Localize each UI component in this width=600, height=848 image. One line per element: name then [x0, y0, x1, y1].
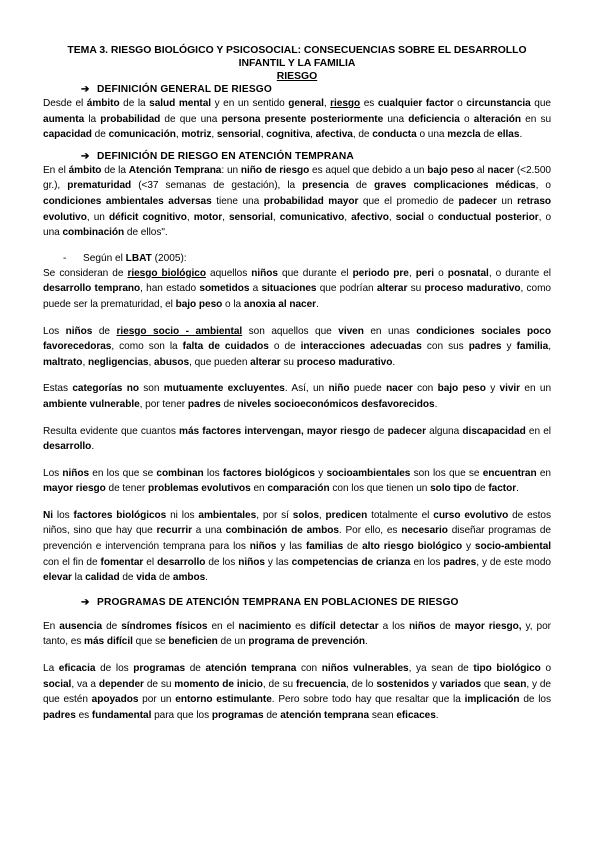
section-heading-definicion-at	[43, 150, 551, 163]
heading-text: DEFINICIÓN DE RIESGO EN ATENCIÓN TEMPRANA	[97, 150, 354, 162]
title-line-1: TEMA 3. RIESGO BIOLÓGICO Y PSICOSOCIAL: CONSECUENCIAS SOBRE EL DESARROLLO	[67, 45, 527, 56]
paragraph-definicion-general: Desde el ámbito de la salud mental y en un sentido general, riesgo es cualquier factor o circunstancia que aumenta la probabilidad de que una persona presente posteriormente una deficiencia o alteración en su capacidad de comunicación, motriz, sensorial, cognitiva, afectiva, de conducta o una mezcla de ellas.	[43, 98, 552, 141]
paragraph-eficacia: La eficacia de los programas de atención temprana con niños vulnerables, ya sean de tipo biológico o social, va a depender de su momento de inicio, de su frecuencia, de lo sostenidos y variados que sean, y de que estén apoyados por un entorno estimulante. Pero sobre todo hay que resaltar que la implicación de los padres es fundamental para que los programas de atención temprana sean eficaces.	[43, 663, 552, 721]
heading-text: PROGRAMAS DE ATENCIÓN TEMPRANA EN POBLACIONES DE RIESGO	[97, 596, 459, 608]
paragraph-ausencia: En ausencia de síndromes físicos en el nacimiento es difícil detectar a los niños de mayor riesgo, y, por tanto, es más difícil que se beneficien de un programa de prevención.	[43, 620, 551, 648]
paragraph-categorias: Estas categorías no son mutuamente excluyentes. Así, un niño puede nacer con bajo peso y vivir en un ambiente vulnerable, por tener padres de niveles socioeconómicos desfavorecidos.	[43, 383, 552, 410]
arrow-right-icon: ➔	[81, 150, 90, 162]
paragraph-definicion-at: En el ámbito de la Atención Temprana: un niño de riesgo es aquel que debido a un bajo peso al nacer (<2.500 gr.), prematuridad (<37 semanas de gestación), la presencia de graves complicaciones médicas, o condiciones ambientales adversas tiene una probabilidad mayor que el promedio de padecer un retraso evolutivo, un déficit cognitivo, motor, sensorial, comunicativo, afectivo, social o conductual posterior, o una combinación de ellos".	[43, 164, 552, 239]
title-line-3: RIESGO	[276, 71, 318, 82]
arrow-right-icon: ➔	[81, 596, 90, 608]
arrow-right-icon: ➔	[81, 84, 90, 95]
paragraph-combinacion: Los niños en los que se combinan los factores biológicos y socioambientales son los que se encuentran en mayor riesgo de tener problemas evolutivos en comparación con los que tienen un solo tipo de factor.	[43, 467, 551, 495]
paragraph-riesgo-socioambiental: Los niños de riesgo socio - ambiental son aquellos que viven en unas condiciones sociales poco favorecedoras, como son la falta de cuidados o de interacciones adecuadas con sus padres y familia, maltrato, negligencias, abusos, que pueden alterar su proceso madurativo.	[43, 325, 551, 368]
list-item-lbat: - Según el LBAT (2005):	[63, 252, 187, 264]
paragraph-factores: Resulta evidente que cuantos más factores intervengan, mayor riesgo de padecer alguna discapacidad en el desarrollo.	[43, 425, 551, 453]
document-title	[43, 0, 551, 83]
section-heading-definicion-general	[43, 83, 551, 96]
paragraph-riesgo-biologico: Se consideran de riesgo biológico aquellos niños que durante el periodo pre, peri o posnatal, o durante el desarrollo temprano, han estado sometidos a situaciones que podrían alterar su proceso madurativo, como puede ser la prematuridad, el bajo peso o la anoxia al nacer.	[43, 267, 551, 310]
section-heading-programas	[43, 596, 551, 609]
heading-text: DEFINICIÓN GENERAL DE RIESGO	[97, 84, 272, 95]
title-line-2: INFANTIL Y LA FAMILIA	[238, 58, 356, 69]
paragraph-prevencion: Ni los factores biológicos ni los ambientales, por sí solos, predicen totalmente el curso evolutivo de estos niños, sino que hay que recurrir a una combinación de ambos. Por ello, es necesario diseñar programas de prevención e intervención temprana para los niños y las familias de alto riesgo biológico y socio-ambiental con el fin de fomentar el desarrollo de los niños y las competencias de crianza en los padres, y de este modo elevar la calidad de vida de ambos.	[43, 509, 552, 584]
